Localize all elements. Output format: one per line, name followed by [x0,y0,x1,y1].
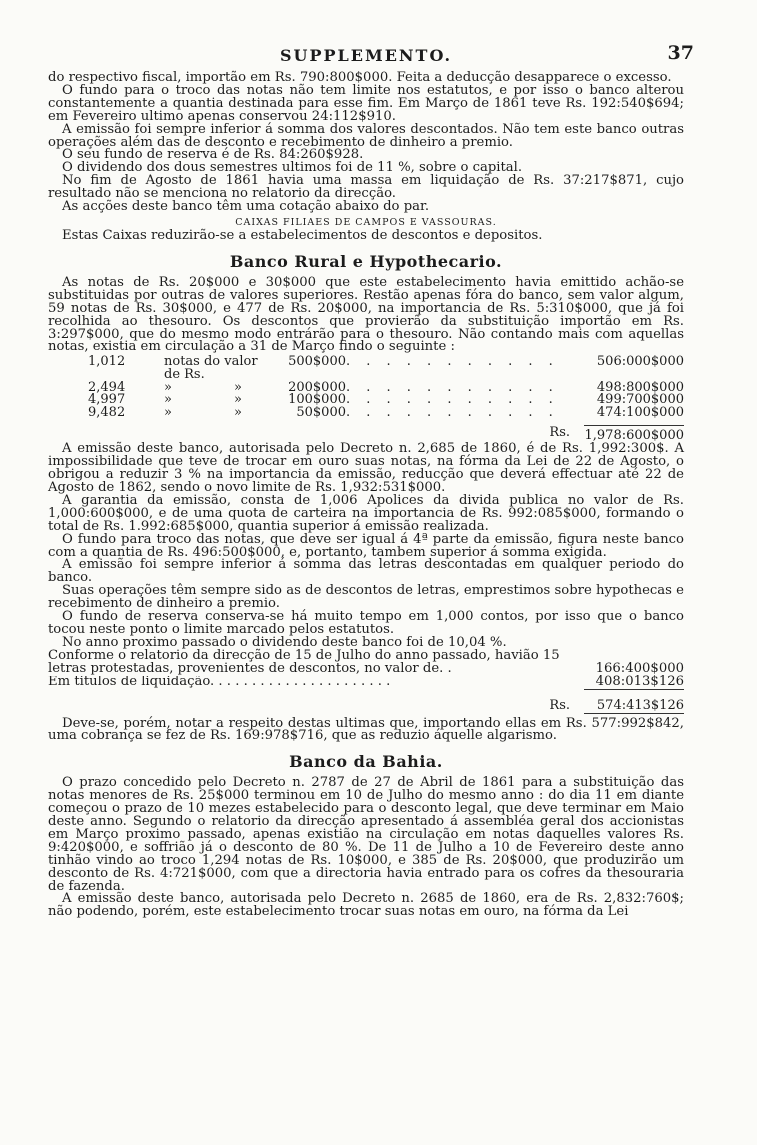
running-title: SUPPLEMENTO. [279,46,453,65]
intro-paragraph: O dividendo dos dous semestres ultimos foi de 11 %, sobre o capital. [62,160,523,176]
intro-paragraph: do respectivo fiscal, importão em Rs. 790:800$000. Feita a deducção desapparece o excesso. [48,70,672,85]
leader-dots: . . . . . . . . . . . [346,406,559,420]
liquidation-row [48,673,684,690]
protested-letters-amount: 166:400$000 [595,660,684,676]
rural-paragraph: Suas operações têm sempre sido as de descontos de letras, emprestimos sobre hypothecas e recebimento de dinheiro a premio. [48,583,684,612]
total-value: 574:413$126 [584,698,684,714]
label: » [164,404,172,420]
total-label: Rs. [549,697,570,713]
label: » [164,392,172,408]
denomination: 500$000 [288,354,346,370]
leader-dots: . . . . . . . . . . . [346,394,559,407]
total-value: 1,978:600$000 [584,425,684,443]
amount: 474:100$000 [596,404,684,420]
amount: 498:800$000 [596,379,684,395]
qty: 4,997 [88,392,126,408]
section-heading-rural: Banco Rural e Hypothecario. [229,251,503,271]
table-row [48,356,684,381]
intro-paragraph: O fundo para o troco das notas não tem limite nos estatutos, e por isso o banco alterou constantemente a quantia destinada para esse fim. Em Março de 1861 teve Rs. 192:540$694; em Fevereiro ultimo apenas conservou 24:112$910. [48,82,684,124]
intro-paragraph: A emissão foi sempre inferior á somma dos valores descontados. Não tem este banco outras operações além das de desconto e recebimento de dinheiro a premio. [48,121,684,150]
rural-paragraph: A emissão foi sempre inferior á somma das letras descontadas em qualquer periodo do banco. [48,557,684,586]
rural-paragraph: A garantia da emissão, consta de 1,006 Apolices da divida publica no valor de Rs. 1,000:600$000, e de uma quota de carteira na importancia de Rs. 992:085$000, formando o total de Rs. 1.992:685$000, quantia superior á emissão realizada. [48,492,684,534]
table-row [48,379,684,395]
label2: » [234,404,242,420]
leader-dots: . . . . . . . . . . . [346,381,559,395]
denomination: 200$000 [288,379,346,395]
liquidation-text: Em titulos de liquidação. . . . . . . . . . . . . . . . . . . . . . [48,675,391,689]
page-number: 37 [667,42,694,64]
rural-paragraph: A emissão deste banco, autorisada pelo Decreto n. 2,685 de 1860, é de Rs. 1,992:300$. A impossibilidade que teve de trocar em ouro suas notas, na fórma da Lei de 22 de Agosto, o obrigou a reduzir 3 % na importancia da emissão, reducção que deverá effectuar até 22 de Agosto de 1862, sendo o novo limite de Rs. 1,932:531$000. [48,441,684,495]
qty: 2,494 [88,379,126,395]
label: » [164,379,172,395]
notes-table [48,356,684,419]
label2: » [234,379,242,395]
table-row [48,394,684,407]
amount: 506:000$000 [596,354,684,370]
rural-paragraph: As notas de Rs. 20$000 e 30$000 que este estabelecimento havia emittido achão-se substituidas por outras de valores superiores. Restão apenas fóra do banco, sem valor algum, 59 notas de Rs. 30$000, e 477 de Rs. 20$000, na importancia de Rs. 5:310$000, que já foi recolhida ao thesouro. Os descontos que provierão da substituição importão em Rs. 3:297$000, que do mesmo modo entrárão para o thesouro. Não contando mais com aquellas notas, existia em circulação a 31 de Março findo o seguinte : [48,274,684,355]
leader-dots: . . . . . . . . . . . [346,356,559,370]
intro-paragraph: O seu fundo de reserva é de Rs. 84:260$928. [62,147,364,163]
label2: » [234,392,242,408]
amount: 499:700$000 [596,392,684,408]
rural-closing: Deve-se, porém, notar a respeito destas ultimas que, importando ellas em Rs. 577:992$842, uma cobrança se fez de Rs. 169:978$716, que as reduzio áquelle algarismo. [48,715,684,744]
caixas-subheading: CAIXAS FILIAES DE CAMPOS E VASSOURAS. [235,216,497,228]
page-header [48,42,694,72]
bahia-paragraph: A emissão deste banco, autorisada pelo Decreto n. 2685 de 1860, era de Rs. 2,832:760$; não podendo, porém, este estabelecimento trocar suas notas em ouro, na fórma da Lei [48,891,684,920]
bahia-paragraph: O prazo concedido pelo Decreto n. 2787 de 27 de Abril de 1861 para a substituição das notas menores de Rs. 25$000 terminou em 10 de Julho do mesmo anno : do dia 11 em diante começou o prazo de 10 mezes estabelecido para o desconto legal, que deve terminar em Maio deste anno. Segundo o relatorio da direcção apresentado á assembléa geral dos accionistas em Março proximo passado, apenas existião na circulação em notas daquelles valores Rs. 9:420$000, e soffrião já o desconto de 80 %. De 11 de Julho a 10 de Fevereiro deste anno tinhão vindo ao troco 1,294 notas de Rs. 10$000, e 385 de Rs. 20$000, que produzirão um desconto de Rs. 4:721$000, com que a directoria havia entrado para os cofres da thesouraria de fazenda. [48,775,684,894]
intro-paragraph: As acções deste banco têm uma cotação abaixo do par. [62,199,430,215]
document-page [48,42,694,920]
rural-paragraph: O fundo para troco das notas, que deve ser igual á 4ª parte da emissão, figura neste banco com a quantia de Rs. 496:500$000, e, portanto, tambem superior á somma exigida. [48,531,684,560]
total-label: Rs. [549,425,570,441]
intro-paragraph: No fim de Agosto de 1861 havia uma massa em liquidação de Rs. 37:217$871, cujo resultado não se menciona no relatorio da direcção. [48,173,684,202]
denomination: 50$000 [296,404,346,420]
rural-paragraph: No anno proximo passado o dividendo deste banco foi de 10,04 %. [62,634,507,650]
label: notas do valor de Rs. [164,354,258,382]
liquidation-amount: 408:013$126 [584,676,684,690]
section-heading-bahia: Banco da Bahia. [289,752,443,772]
protested-letters-row [48,647,684,676]
protested-letters-text: Conforme o relatorio da direcção de 15 de Julho do anno passado, havião 15 letras protestadas, provenientes de descontos, no valor de. . [48,647,560,676]
qty: 9,482 [88,404,126,420]
rural-paragraph: O fundo de reserva conserva-se há muito tempo em 1,000 contos, por isso que o banco tocou neste ponto o limite marcado pelos estatutos. [48,609,684,637]
caixas-text: Estas Caixas reduzirão-se a estabelecimentos de descontos e depositos. [62,227,543,243]
liquidation-total [48,698,684,714]
denomination: 100$000 [288,392,346,408]
table-row [48,404,684,420]
qty: 1,012 [88,354,126,370]
